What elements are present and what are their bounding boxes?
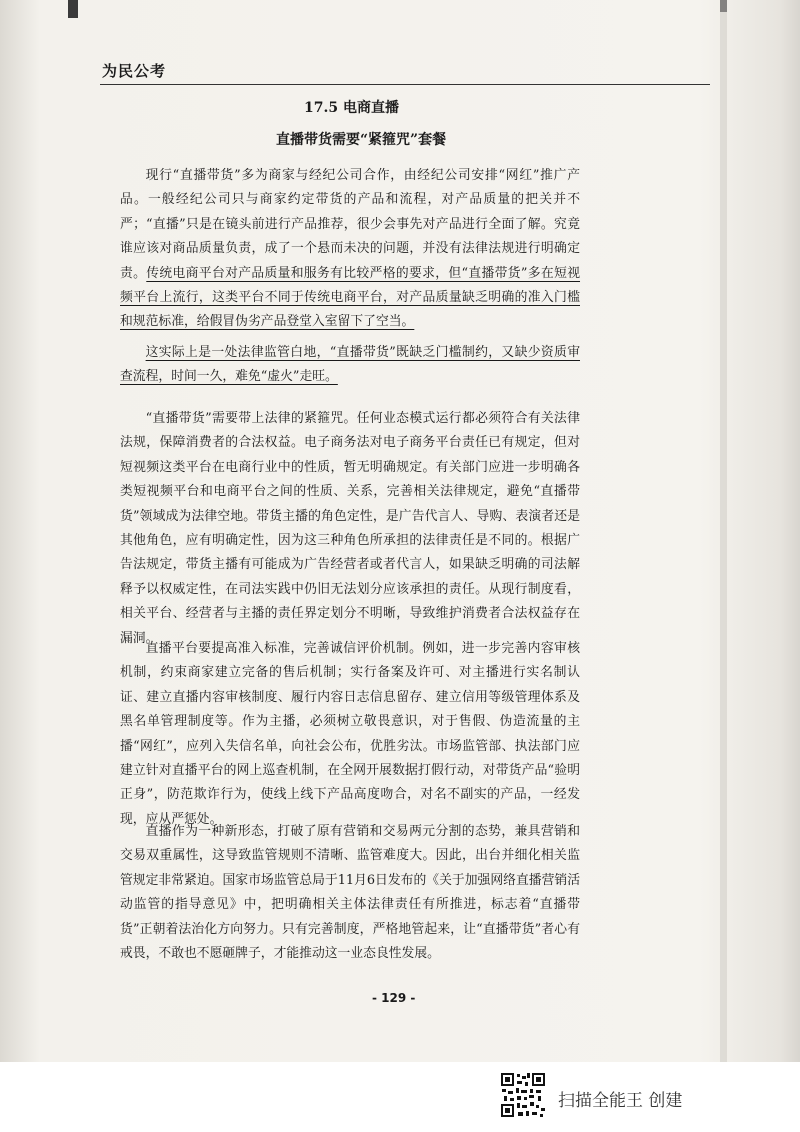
binding-mark xyxy=(68,0,78,18)
article-title: 直播带货需要“紧箍咒”套餐 xyxy=(276,132,447,148)
paragraph-1 xyxy=(120,164,580,335)
paragraph-5: 直播作为一种新形态，打破了原有营销和交易两元分割的态势，兼具营销和交易双重属性，这导致监管规则不清晰、监管难度大。因此，出台并细化相关监管规定非常紧迫。国家市场监管总局于11月6日发布的《关于加强网络直播营销活动监管的指导意见》中，把明确相关主体法律责任有所推进，标志着“直播带货”正朝着法治化方向努力。只有完善制度，严格地管起来，让“直播带货”者心有戒畏，不敢也不愿砸牌子，才能推动这一业态良性发展。 xyxy=(120,824,580,962)
qr-code-icon xyxy=(500,1072,546,1118)
header-title: 为民公考 xyxy=(102,62,167,80)
section-heading: 17.5 电商直播 xyxy=(304,100,399,116)
page-edge-shadow xyxy=(720,0,727,1132)
page-number: - 129 - xyxy=(372,991,416,1005)
paragraph-1-text: 现行“直播带货”多为商家与经纪公司合作，由经纪公司安排“网红”推广产品。一般经纪公司只与商家约定带货的产品和流程，对产品质量的把关并不严；“直播”只是在镜头前进行产品推荐，很少会事先对产品进行全面了解。究竟谁应该对商品质量负责，成了一个悬而未决的问题，并没有法律法规进行明确定责。 xyxy=(120,168,580,281)
paragraph-2: 这实际上是一处法律监管白地，“直播带货”既缺乏门槛制约，又缺少资质审查流程，时间一久，难免“虚火”走旺。 xyxy=(120,345,580,385)
scanner-watermark-text: 扫描全能王 创建 xyxy=(558,1091,683,1111)
header-divider xyxy=(100,84,710,85)
paragraph-3: “直播带货”需要带上法律的紧箍咒。任何业态模式运行都必须符合有关法律法规，保障消费者的合法权益。电子商务法对电子商务平台责任已有规定，但对短视频这类平台在电商行业中的性质，暂无明确规定。有关部门应进一步明确各类短视频平台和电商平台之间的性质、关系，完善相关法律规定，避免“直播带货”领域成为法律空地。带货主播的角色定性，是广告代言人、导购、表演者还是其他角色，应有明确定性，因为这三种角色所承担的法律责任是不同的。根据广告法规定，带货主播有可能成为广告经营者或者代言人，如果缺乏明确的司法解释予以权威定性，在司法实践中仍旧无法划分应该承担的责任。从现行制度看，相关平台、经营者与主播的责任界定划分不明晰，导致维护消费者合法权益存在漏洞。 xyxy=(120,411,580,646)
paragraph-1-underlined-text: 传统电商平台对产品质量和服务有比较严格的要求，但“直播带货”多在短视频平台上流行，这类平台不同于传统电商平台，对产品质量缺乏明确的准入门槛和规范标准，给假冒伪劣产品登堂入室留下了空当。 xyxy=(120,265,581,330)
paragraph-4: 直播平台要提高准入标准，完善诚信评价机制。例如，进一步完善内容审核机制，约束商家建立完备的售后机制；实行备案及许可、对主播进行实名制认证、建立直播内容审核制度、履行内容日志信息留存、建立信用等级管理体系及黑名单管理制度等。作为主播，必须树立敬畏意识，对于售假、伪造流量的主播“网红”，应列入失信名单，向社会公布，优胜劣汰。市场监管部、执法部门应建立针对直播平台的网上巡查机制，在全网开展数据打假行动，对带货产品“验明正身”，防范欺诈行为，使线上线下产品高度吻合，对名不副实的产品，一经发现，应从严惩处。 xyxy=(120,641,580,827)
